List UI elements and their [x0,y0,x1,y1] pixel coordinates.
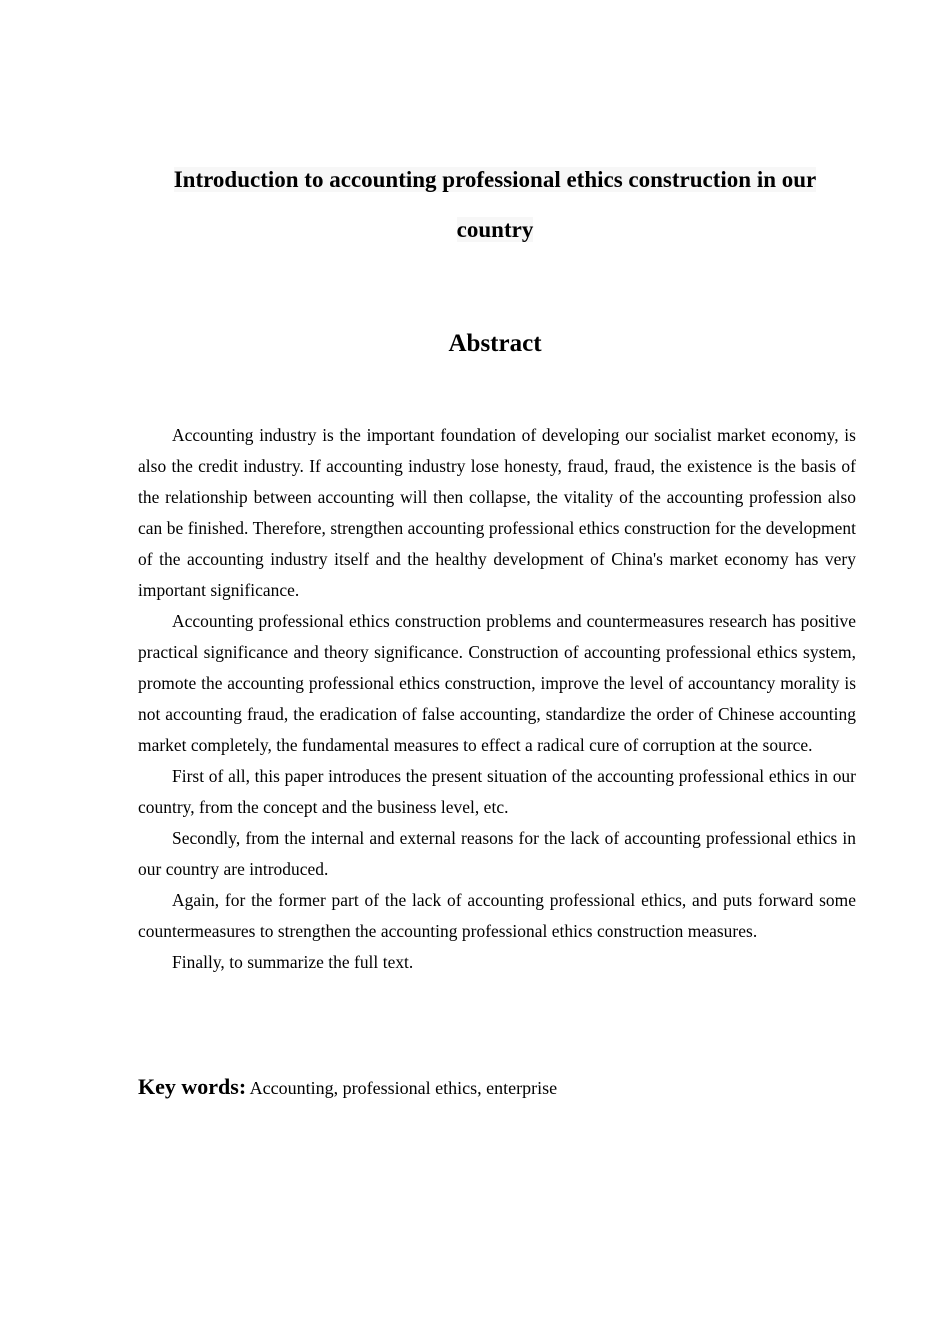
abstract-paragraph: Secondly, from the internal and external reasons for the lack of accounting professional ethics in our country are introduced. [138,828,856,879]
keywords-line [138,1072,856,1103]
abstract-heading: Abstract [448,330,542,357]
abstract-paragraph: Again, for the former part of the lack of accounting professional ethics, and puts forward some countermeasures to strengthen the accounting professional ethics construction measures. [138,890,856,941]
abstract-paragraph: Accounting industry is the important foundation of developing our socialist market economy, is also the credit industry. If accounting industry lose honesty, fraud, fraud, the existence is the basis of the relationship between accounting will then collapse, the vitality of the accounting profession also can be finished. Therefore, strengthen accounting professional ethics construction for the development of the accounting industry itself and the healthy development of China's market economy has very important significance. [138,425,856,600]
keywords-label: Key words: [138,1074,247,1099]
abstract-paragraph: Finally, to summarize the full text. [172,952,414,972]
keywords-value: Accounting, professional ethics, enterprise [249,1078,558,1098]
abstract-paragraph: Accounting professional ethics construction problems and countermeasures research has positive practical significance and theory significance. Construction of accounting professional ethics system, promote the accounting professional ethics construction, improve the level of accountancy morality is not accounting fraud, the eradication of false accounting, standardize the order of Chinese accounting market completely, the fundamental measures to effect a radical cure of corruption at the source. [138,611,856,755]
abstract-paragraph: First of all, this paper introduces the present situation of the accounting professional ethics in our country, from the concept and the business level, etc. [138,766,856,817]
abstract-body [138,420,856,978]
paper-title [138,155,852,255]
paper-title-text: Introduction to accounting professional ethics construction in our country [173,167,817,242]
